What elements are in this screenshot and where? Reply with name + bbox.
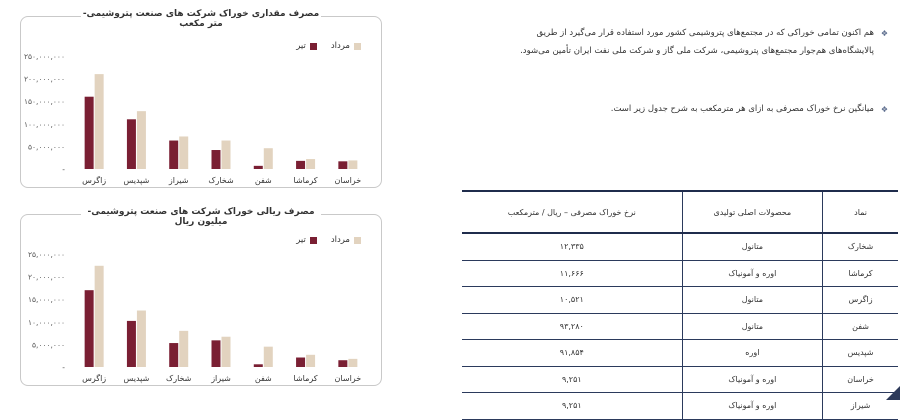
legend-item-mordad-2 — [331, 235, 361, 245]
y-tick-label: ۱۵,۰۰۰,۰۰۰ — [28, 295, 65, 305]
chart-volume-title: مصرف مقداری خوراک شرکت های صنعت پتروشیمی- متر مکعب — [82, 9, 320, 29]
x-tick-label: شخارک — [208, 176, 234, 185]
x-tick-label: شیراز — [168, 176, 189, 185]
y-tick-label: ۲۰۰,۰۰۰,۰۰۰ — [23, 74, 65, 84]
bar-tir — [127, 321, 136, 367]
x-tick-label: خراسان — [334, 176, 362, 185]
legend-swatch-mordad — [354, 43, 361, 50]
x-tick-label: خراسان — [334, 374, 362, 383]
cell-rate: ۱۱,۶۶۶ — [462, 260, 682, 287]
bullet-diamond-icon: ❖ — [880, 105, 888, 114]
bar-tir — [127, 119, 136, 169]
header-rate: نرخ خوراک مصرفی – ریال / مترمکعب — [462, 191, 682, 233]
y-tick-label: ۲۵۰,۰۰۰,۰۰۰ — [23, 52, 65, 62]
bar-tir — [169, 343, 178, 367]
x-tick-label: شیراز — [211, 374, 231, 383]
table-header-row — [462, 191, 898, 233]
table-row — [462, 313, 898, 340]
legend-label-tir-2: تیر — [296, 235, 306, 245]
bar-mordad — [222, 337, 231, 367]
table-row — [462, 287, 898, 314]
bar-mordad — [306, 159, 315, 169]
cell-product: متانول — [682, 233, 823, 260]
cell-rate: ۹۳,۲۸۰ — [462, 313, 682, 340]
cell-rate: ۹,۲۵۱ — [462, 366, 682, 393]
cell-symbol: شیراز — [823, 393, 898, 420]
x-tick-label: کرماشا — [293, 176, 318, 185]
bar-tir — [338, 360, 347, 367]
chart-value-title: مصرف ریالی خوراک شرکت های صنعت پتروشیمی- میلیون ریال — [81, 207, 321, 227]
legend-swatch-tir-2 — [310, 237, 317, 244]
chart-value-legend — [296, 235, 361, 245]
y-tick-label: ۱۰,۰۰۰,۰۰۰ — [28, 317, 65, 327]
bar-tir — [296, 358, 305, 367]
cell-symbol: شخارک — [823, 233, 898, 260]
bar-mordad — [179, 331, 188, 367]
bar-mordad — [95, 266, 104, 367]
x-tick-label: شپدیس — [123, 176, 150, 185]
x-tick-label: زاگرس — [82, 374, 107, 383]
cell-rate: ۱۲,۳۳۵ — [462, 233, 682, 260]
bar-mordad — [137, 311, 146, 367]
y-tick-label: - — [62, 165, 65, 174]
cell-rate: ۹,۲۵۱ — [462, 393, 682, 420]
bar-mordad — [137, 111, 146, 169]
legend-item-tir — [296, 41, 317, 51]
bullet-feed-source-text: هم اکنون تمامی خوراکی که در مجتمع‌های پتروشیمی کشور مورد استفاده قرار می‌گیرد از طریق پالایشگاه‌های هم‌جوار مجتمع‌های پتروشیمی، شرکت ملی گاز و شرکت ملی نفت ایران تأمین می‌شود. — [520, 28, 874, 56]
cell-product: اوره و آمونیاک — [682, 393, 823, 420]
bar-tir — [169, 141, 178, 169]
bullet-feed-source — [494, 24, 888, 60]
bar-mordad — [348, 160, 357, 169]
legend-swatch-tir — [310, 43, 317, 50]
x-tick-label: شفن — [254, 374, 272, 383]
legend-label-tir: تیر — [296, 41, 306, 51]
x-tick-label: کرماشا — [293, 374, 318, 383]
y-tick-label: ۵,۰۰۰,۰۰۰ — [32, 340, 65, 350]
table-row — [462, 233, 898, 260]
bar-tir — [85, 290, 94, 367]
bar-mordad — [348, 359, 357, 367]
cell-symbol: زاگرس — [823, 287, 898, 314]
bar-tir — [212, 150, 221, 169]
bullet-feed-rate-text: میانگین نرخ خوراک مصرفی به ازای هر مترمکعب به شرح جدول زیر است. — [610, 104, 874, 114]
cell-symbol: کرماشا — [823, 260, 898, 287]
bar-mordad — [264, 148, 273, 169]
chart-volume-legend — [296, 41, 361, 51]
cell-symbol: شپدیس — [823, 340, 898, 367]
table-row — [462, 340, 898, 367]
cell-rate: ۹۱,۸۵۴ — [462, 340, 682, 367]
cell-product: متانول — [682, 313, 823, 340]
y-tick-label: ۱۰۰,۰۰۰,۰۰۰ — [23, 119, 65, 129]
y-tick-label: ۵۰,۰۰۰,۰۰۰ — [28, 142, 65, 152]
bar-tir — [254, 166, 263, 169]
x-tick-label: شخارک — [166, 374, 192, 383]
chart-value-panel — [20, 207, 382, 386]
bullet-feed-rate — [494, 100, 888, 118]
table-row — [462, 260, 898, 287]
legend-label-mordad-2: مرداد — [330, 235, 350, 245]
y-tick-label: - — [62, 363, 65, 372]
bar-tir — [254, 364, 263, 367]
corner-decoration — [886, 386, 900, 400]
bar-tir — [338, 161, 347, 169]
bar-mordad — [264, 347, 273, 367]
chart-volume-panel — [20, 9, 382, 188]
table-row — [462, 393, 898, 420]
cell-product: اوره — [682, 340, 823, 367]
cell-product: اوره و آمونیاک — [682, 366, 823, 393]
x-tick-label: شپدیس — [123, 374, 150, 383]
cell-product: اوره و آمونیاک — [682, 260, 823, 287]
legend-item-tir-2 — [296, 235, 317, 245]
y-tick-label: ۲۵,۰۰۰,۰۰۰ — [28, 250, 65, 260]
cell-product: متانول — [682, 287, 823, 314]
table-row — [462, 366, 898, 393]
bar-tir — [296, 161, 305, 169]
bar-mordad — [222, 141, 231, 169]
bar-mordad — [179, 136, 188, 169]
legend-item-mordad — [331, 41, 361, 51]
legend-swatch-mordad-2 — [354, 237, 361, 244]
bar-tir — [85, 97, 94, 169]
header-product: محصولات اصلی تولیدی — [682, 191, 823, 233]
legend-label-mordad: مرداد — [330, 41, 350, 51]
bullet-diamond-icon: ❖ — [880, 29, 888, 38]
cell-rate: ۱۰,۵۲۱ — [462, 287, 682, 314]
cell-symbol: خراسان — [823, 366, 898, 393]
x-tick-label: زاگرس — [82, 176, 107, 185]
feed-rate-table — [462, 190, 898, 420]
cell-symbol: شفن — [823, 313, 898, 340]
x-tick-label: شفن — [254, 176, 272, 185]
y-tick-label: ۱۵۰,۰۰۰,۰۰۰ — [23, 97, 65, 107]
y-tick-label: ۲۰,۰۰۰,۰۰۰ — [28, 272, 65, 282]
bar-mordad — [95, 74, 104, 169]
header-symbol: نماد — [823, 191, 898, 233]
bar-tir — [212, 340, 221, 367]
bar-mordad — [306, 355, 315, 367]
